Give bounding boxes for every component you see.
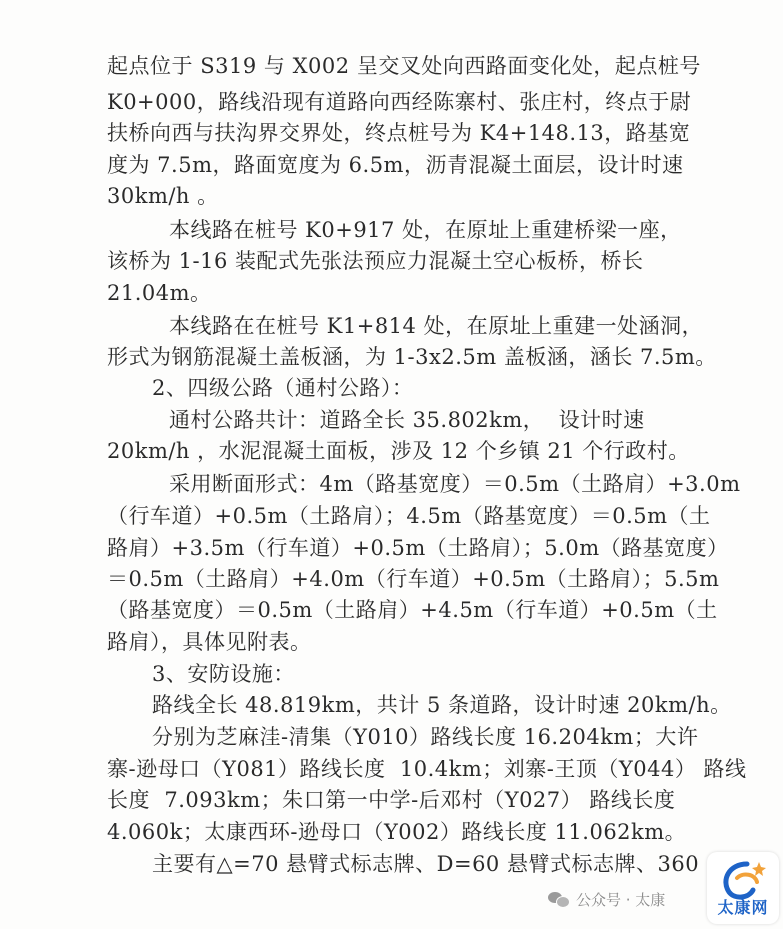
taikang-logo-badge bbox=[707, 852, 779, 924]
paragraph-line: 本线路在在桩号 K1+814 处，在原址上重建一处涵洞， bbox=[169, 314, 704, 338]
paragraph-line: 长度 7.093km；朱口第一中学-后邓村（Y027） 路线长度 bbox=[107, 788, 676, 812]
paragraph-line: 寨-逊母口（Y081）路线长度 10.4km；刘寨-王顶（Y044） 路线 bbox=[107, 757, 747, 781]
paragraph-line: 20km/h ，水泥混凝土面板，涉及 12 个乡镇 21 个行政村。 bbox=[107, 439, 690, 463]
paragraph-line: 度为 7.5m，路面宽度为 6.5m，沥青混凝土面层，设计时速 bbox=[107, 153, 684, 177]
paragraph-line: 通村公路共计：道路全长 35.802km， 设计时速 bbox=[169, 408, 645, 432]
section-heading: 3、安防设施： bbox=[152, 662, 295, 686]
wechat-icon bbox=[548, 890, 570, 908]
paragraph-line: 主要有△=70 悬臂式标志牌、D=60 悬臂式标志牌、360 bbox=[152, 852, 700, 876]
paragraph-line: K0+000，路线沿现有道路向西经陈寨村、张庄村，终点于尉 bbox=[107, 90, 692, 114]
wechat-watermark bbox=[548, 884, 665, 914]
paragraph-line: 分别为芝麻洼-清集（Y010）路线长度 16.204km；大许 bbox=[152, 725, 699, 749]
paragraph-line: 路肩），具体见附表。 bbox=[107, 630, 312, 654]
paragraph-line: 本线路在桩号 K0+917 处，在原址上重建桥梁一座， bbox=[169, 218, 682, 242]
paragraph-line: 30km/h 。 bbox=[107, 184, 219, 208]
paragraph-line: ＝0.5m（土路肩）+4.0m（行车道）+0.5m（土路肩）；5.5m bbox=[107, 567, 720, 591]
paragraph-line: 扶桥向西与扶沟界交界处，终点桩号为 K4+148.13，路基宽 bbox=[107, 121, 691, 145]
paragraph-line: 路线全长 48.819km，共计 5 条道路，设计时速 20km/h。 bbox=[152, 693, 732, 717]
paragraph-line: 路肩）+3.5m（行车道）+0.5m（土路肩）；5.0m（路基宽度） bbox=[107, 536, 729, 560]
paragraph-line: 21.04m。 bbox=[107, 281, 212, 305]
paragraph-line: 4.060k；太康西环-逊母口（Y002）路线长度 11.062km。 bbox=[107, 820, 687, 844]
paragraph-line: 该桥为 1-16 装配式先张法预应力混凝土空心板桥，桥长 bbox=[107, 249, 644, 273]
watermark-text: 公众号 · 太康 bbox=[576, 890, 666, 909]
logo-text: 太康网 bbox=[717, 898, 769, 917]
paragraph-line: （路基宽度）＝0.5m（土路肩）+4.5m（行车道）+0.5m（土 bbox=[107, 598, 718, 622]
paragraph-line: 形式为钢筋混凝土盖板涵，为 1-3x2.5m 盖板涵，涵长 7.5m。 bbox=[107, 345, 717, 369]
paragraph-line: 采用断面形式：4m（路基宽度）＝0.5m（土路肩）+3.0m bbox=[169, 472, 741, 496]
paragraph-line: （行车道）+0.5m（土路肩）；4.5m（路基宽度）＝0.5m（土 bbox=[107, 504, 711, 528]
paragraph-line: 起 点 位 于 S 3 1 9 与 X 0 0 2 呈 交 叉 处 向 西 路 面 变 化 处 ， 起 点 桩 号 bbox=[107, 54, 701, 78]
section-heading: 2、四级公路（通村公路）： bbox=[152, 376, 414, 400]
